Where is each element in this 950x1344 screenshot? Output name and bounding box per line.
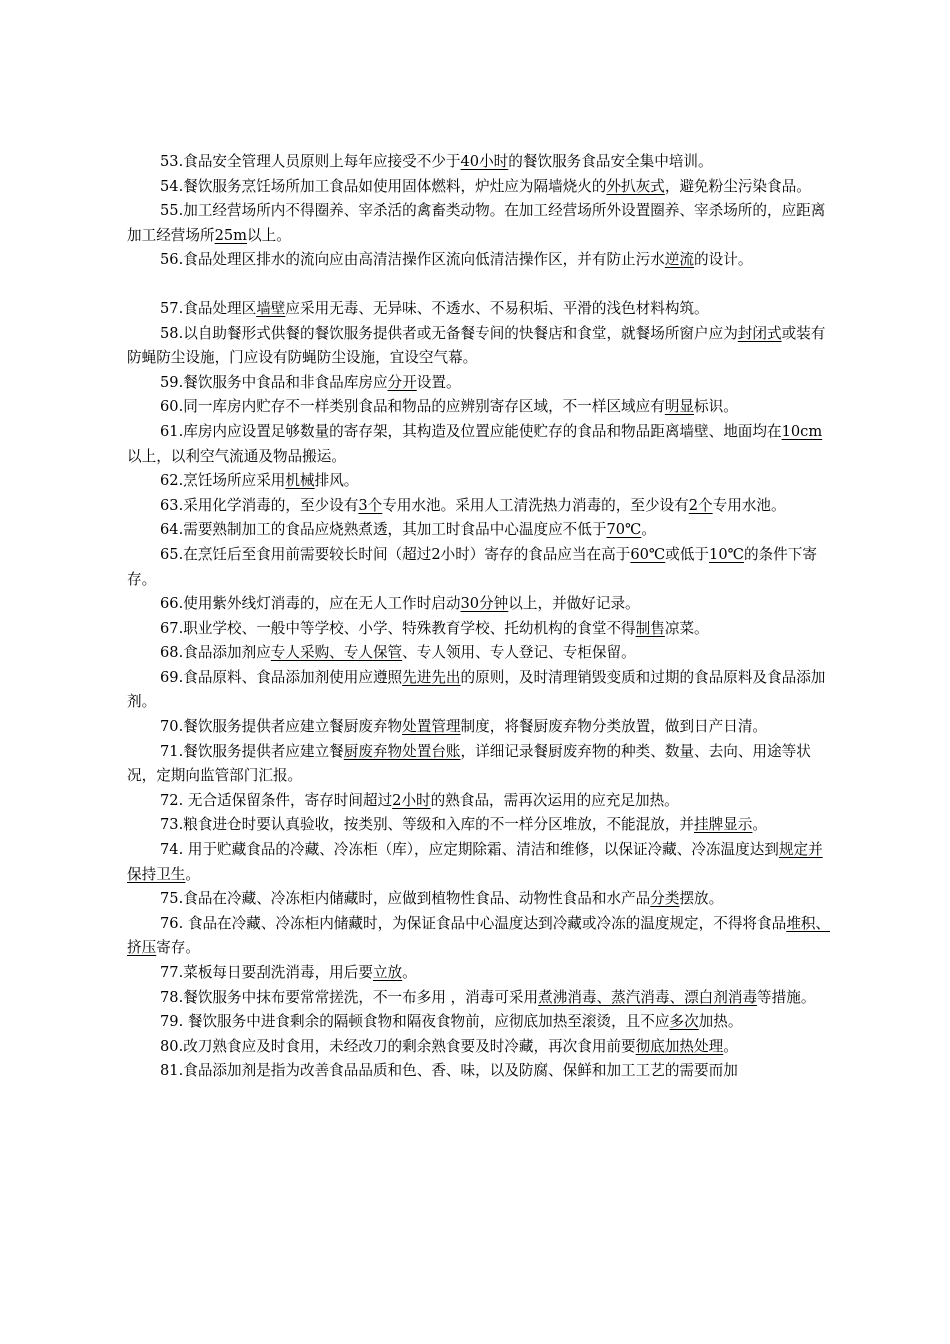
answer-blank: 2个 (688, 496, 713, 514)
item-number: 68. (160, 644, 184, 662)
answer-blank: 25m (214, 226, 247, 244)
answer-blank: 挂牌显示 (694, 816, 753, 834)
item-text: 职业学校、一般中等学校、小学、特殊教育学校、托幼机构的食堂不得 (183, 619, 636, 637)
list-item (127, 297, 835, 322)
answer-blank: 机械 (285, 472, 315, 490)
item-number: 71. (160, 742, 184, 760)
item-text: 。 (752, 816, 768, 834)
list-item (127, 494, 835, 519)
item-text: 食品原料、食品添加剂使用应遵照 (183, 668, 403, 686)
answer-blank: 墙壁 (256, 299, 286, 317)
answer-blank: 30分钟 (460, 595, 509, 613)
item-text: 采用化学消毒的，至少设有 (183, 496, 359, 514)
item-text: 等措施。 (757, 988, 816, 1006)
answer-blank: 专人采购、专人保管 (270, 644, 403, 662)
item-text: ，详细记录餐厨废弃物的种类、数量、去向、用途等状况，定期向监管部门汇报。 (127, 742, 811, 785)
list-item (127, 1035, 835, 1060)
list-item (127, 592, 835, 617)
item-text: 凉菜。 (664, 619, 709, 637)
list-item (127, 518, 835, 543)
item-number: 75. (160, 890, 184, 908)
item-text: 、专人领用、专人登记、专柜保留。 (402, 644, 636, 662)
answer-blank: 2小时 (392, 791, 431, 809)
answer-blank: 规定并保持卫生 (127, 841, 823, 883)
list-item (127, 641, 835, 666)
item-text: 以自助餐形式供餐的餐饮服务提供者或无备餐专间的快餐店和食堂，就餐场所窗户应为 (183, 324, 738, 342)
list-item (127, 666, 835, 715)
list-item (127, 175, 835, 200)
list-item (127, 1059, 835, 1084)
item-number: 66. (160, 595, 184, 613)
item-text: 使用紫外线灯消毒的，应在无人工作时启动 (183, 595, 461, 613)
answer-blank: 封闭式 (737, 324, 782, 342)
item-text: 需要熟制加工的食品应烧熟煮透，其加工时食品中心温度应不低于 (183, 521, 607, 539)
item-text: 粮食进仓时要认真验收，按类别、等级和入库的不一样分区堆放，不能混放，并 (183, 816, 695, 834)
item-text: 应采用无毒、无异味、不透水、不易积垢、平滑的浅色材料构筑。 (285, 299, 709, 317)
item-text: 食品添加剂应 (183, 644, 271, 662)
item-text: 。 (641, 521, 656, 539)
item-text: 以上，并做好记录。 (508, 595, 640, 613)
answer-blank: 40小时 (460, 153, 509, 170)
item-number: 57. (160, 299, 184, 317)
item-text: 设置。 (416, 373, 461, 391)
item-number: 62. (160, 472, 184, 490)
item-text: 同一库房内贮存不一样类别食品和物品的应辨别寄存区域，不一样区域应有 (183, 398, 665, 416)
item-number: 79. (160, 1013, 184, 1031)
item-text: 食品安全管理人员原则上每年应接受不少于 (183, 153, 461, 170)
list-item (127, 199, 835, 248)
item-text: 标识。 (694, 398, 738, 416)
item-number: 70. (160, 718, 184, 736)
list-item (127, 248, 835, 273)
item-text: 在烹饪后至食用前需要较长时间（超过2小时）寄存的食品应当在高于 (183, 545, 631, 563)
item-text: 制度，将餐厨废弃物分类放置，做到日产日清。 (460, 718, 768, 736)
item-text: 以上。 (247, 226, 291, 244)
answer-blank: 堆积、挤压 (127, 914, 831, 957)
list-item (127, 986, 835, 1011)
item-number: 69. (160, 668, 184, 686)
item-text: 餐饮服务提供者应建立餐 (183, 742, 344, 760)
answer-blank: 明显 (664, 398, 695, 416)
item-number: 59. (160, 373, 184, 391)
answer-blank: 逆流 (664, 251, 695, 269)
item-text: 的熟食品，需再次运用的应充足加热。 (430, 791, 679, 809)
item-number: 60. (160, 398, 184, 416)
answer-blank: 10℃ (709, 545, 744, 563)
item-number: 53. (160, 153, 184, 170)
list-item (127, 912, 835, 961)
answer-blank: 分开 (387, 373, 417, 391)
item-text: 食品处理区 (183, 299, 257, 317)
item-number: 72. (160, 791, 184, 809)
item-text: 食品在冷藏、冷冻柜内储藏时，应做到植物性食品、动物性食品和水产品 (183, 890, 651, 908)
answer-blank: 70℃ (606, 521, 642, 539)
list-item (127, 150, 835, 175)
list-item (127, 322, 835, 371)
item-text: 专用水池。 (712, 496, 786, 514)
answer-blank: 彻底加热处理 (635, 1037, 724, 1055)
answer-blank: 10cm (781, 422, 823, 440)
answer-blank: 立放 (372, 964, 403, 981)
item-text: 改刀熟食应及时食用，未经改刀的剩余熟食要及时冷藏，再次食用前要 (183, 1037, 636, 1055)
item-text: 的餐饮服务食品安全集中培训。 (508, 153, 713, 170)
item-text: ，避免粉尘污染食品。 (664, 177, 811, 195)
item-text: 。 (185, 865, 200, 883)
answer-blank: 煮沸消毒、蒸汽消毒、漂白剂消毒 (538, 988, 758, 1006)
list-item (127, 395, 835, 420)
answer-blank: 制售 (635, 619, 665, 637)
item-number: 77. (160, 964, 184, 981)
item-text: 。 (402, 964, 417, 981)
list-item (127, 420, 835, 469)
list-item (127, 887, 835, 912)
answer-blank: 多次 (669, 1013, 699, 1031)
item-text: 。 (723, 1037, 738, 1055)
list-item (127, 740, 835, 789)
item-text: 以上，以利空气流通及物品搬运。 (127, 447, 346, 465)
item-text: 加热。 (698, 1013, 743, 1031)
list-item (127, 789, 835, 814)
item-number: 76. (160, 914, 184, 932)
item-number: 81. (160, 1062, 184, 1080)
item-number: 54. (160, 177, 184, 195)
item-number: 64. (160, 521, 184, 539)
item-text: 食品处理区排水的流向应由高清洁操作区流向低清洁操作区，并有防止污水 (183, 251, 665, 269)
item-text: 的设计。 (694, 251, 753, 269)
item-text: 餐饮服务中进食剩余的隔顿食物和隔夜食物前，应彻底加热至滚烫，且不应 (183, 1013, 670, 1031)
list-item (127, 838, 835, 887)
list-item (127, 961, 835, 986)
item-text: 或装有防蝇防尘设施，门应设有防蝇防尘设施，宜设空气幕。 (127, 324, 826, 367)
answer-blank: 处置管理 (402, 718, 461, 736)
item-text: 库房内应设置足够数量的寄存架，其构造及位置应能使贮存的食品和物品距离墙壁、地面均在 (183, 422, 782, 440)
answer-blank: 厨废弃物处置台账 (343, 742, 461, 760)
answer-blank: 外扒灰式 (606, 177, 665, 195)
item-text: 餐饮服务中抹布要常常搓洗，不一布多用 ，消毒可采用 (183, 988, 539, 1006)
item-text: 的原则，及时清理销毁变质和过期的食品原料及食品添加剂。 (127, 668, 826, 711)
item-text: 餐饮服务提供者应建立餐厨废弃物 (183, 718, 403, 736)
answer-blank: 60℃ (630, 545, 666, 563)
item-number: 55. (160, 202, 184, 220)
item-text: 专用水池。采用人工清洗热力消毒的，至少设有 (382, 496, 689, 514)
item-text: 食品添加剂是指为改善食品品质和色、香、味，以及防腐、保鲜和加工工艺的需要而加 (183, 1062, 738, 1080)
item-text: 餐饮服务中食品和非食品库房应 (183, 373, 388, 391)
list-item (127, 617, 835, 642)
answer-blank: 先进先出 (402, 668, 461, 686)
item-text: 烹饪场所应采用 (183, 472, 286, 490)
item-number: 58. (160, 324, 184, 342)
item-text: 用于贮藏食品的冷藏、冷冻柜（库），应定期除霜、清洁和维修，以保证冷藏、冷冻温度达到 (183, 841, 779, 859)
answer-blank: 3个 (358, 496, 383, 514)
item-text: 排风。 (314, 472, 359, 490)
list-item (127, 371, 835, 396)
item-number: 61. (160, 422, 184, 440)
item-text: 菜板每日要刮洗消毒，用后要 (183, 964, 373, 981)
list-item (127, 1010, 835, 1035)
item-text: 餐饮服务烹饪场所加工食品如使用固体燃料，炉灶应为隔墙烧火的 (183, 177, 607, 195)
item-number: 78. (160, 988, 184, 1006)
item-text: 的条件下寄存。 (127, 545, 817, 588)
item-text: 无合适保留条件，寄存时间超过 (183, 791, 393, 809)
item-number: 80. (160, 1037, 184, 1055)
item-number: 73. (160, 816, 184, 834)
item-text: 加工经营场所内不得圈养、宰杀活的禽畜类动物。在加工经营场所外设置圈养、宰杀场所的，应距离加工经营场所 (127, 202, 826, 244)
item-text: 或低于 (665, 545, 710, 563)
list-item (127, 715, 835, 740)
item-text: 食品在冷藏、冷冻柜内储藏时，为保证食品中心温度达到冷藏或冷冻的温度规定，不得将食品 (183, 914, 787, 932)
item-number: 65. (160, 545, 184, 563)
list-item (127, 543, 835, 592)
item-number: 74. (160, 841, 184, 859)
item-text: 摆放。 (679, 890, 724, 908)
item-number: 56. (160, 251, 184, 269)
document-body (127, 150, 835, 1084)
item-number: 67. (160, 619, 184, 637)
item-text: 寄存。 (156, 939, 200, 957)
list-item (127, 469, 835, 494)
answer-blank: 分类 (650, 890, 680, 908)
list-item (127, 813, 835, 838)
item-number: 63. (160, 496, 184, 514)
